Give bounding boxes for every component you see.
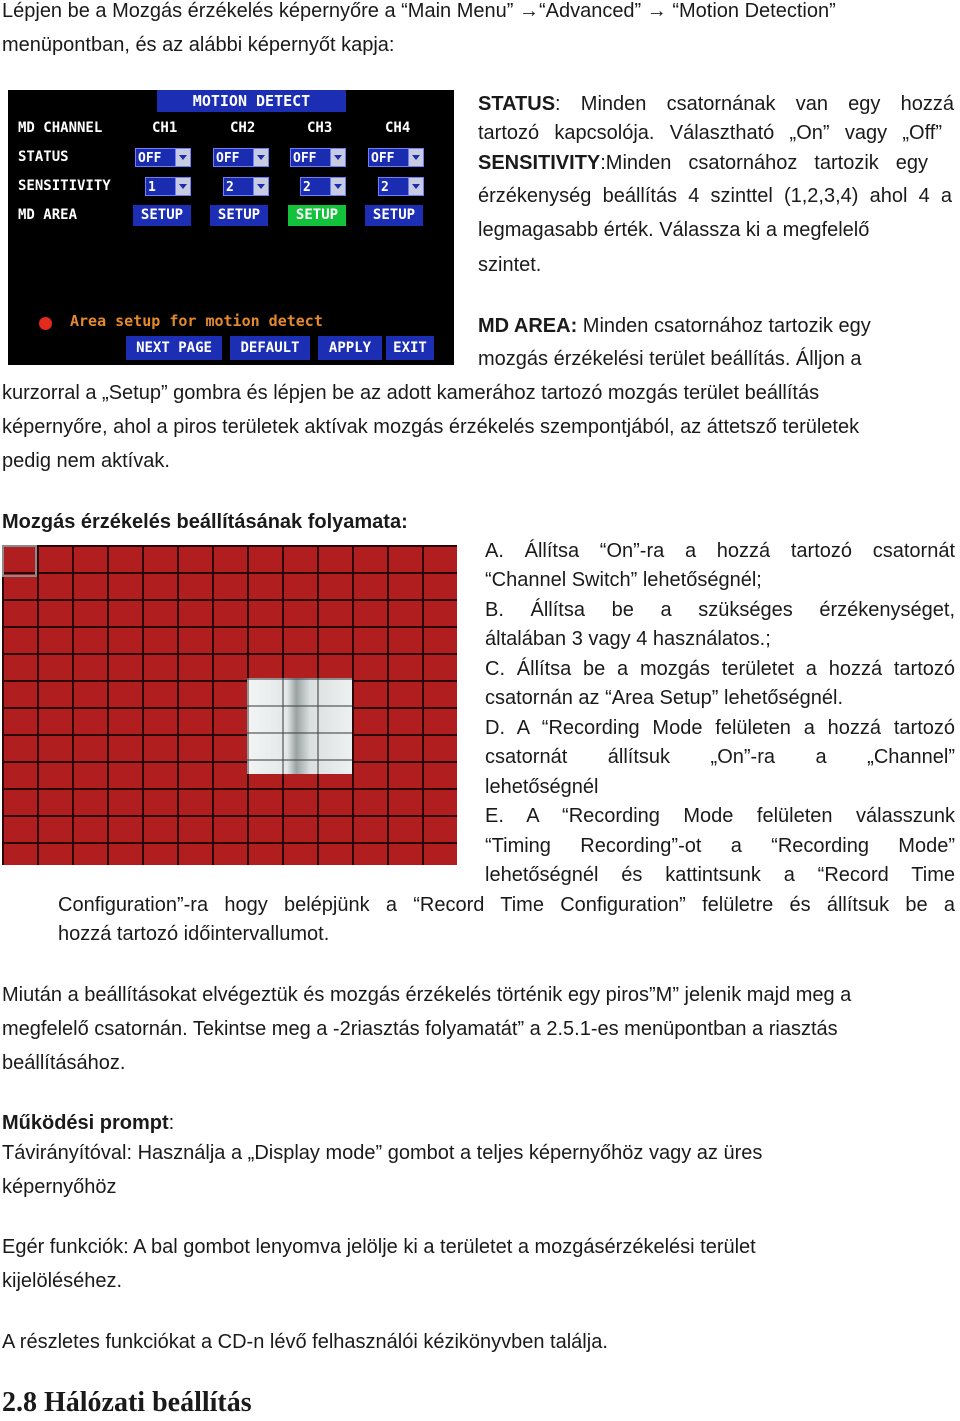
dropdown-arrow-icon xyxy=(175,149,190,166)
remote-line-1: Távirányítóval: Használja a „Display mode” gombot a teljes képernyőhöz vagy az üres xyxy=(2,1142,763,1164)
status-desc-line-1 xyxy=(478,89,954,119)
status-value: OFF xyxy=(293,151,317,166)
sensitivity-desc-line-3: legmagasabb érték. Válassza ki a megfelelő xyxy=(478,219,870,241)
status-select-ch1[interactable] xyxy=(135,148,191,167)
step-e-line-1: E. A “Recording Mode felületen válasszunk xyxy=(485,805,955,827)
exit-button[interactable]: EXIT xyxy=(386,336,434,360)
step-d-line-1: D. A “Recording Mode felületen a hozzá tartozó xyxy=(485,717,955,739)
step-a-line-1: A. Állítsa “On”-ra a hozzá tartozó csatornát xyxy=(485,540,955,562)
step-c-line-2: csatornán az “Area Setup” lehetőségnél. xyxy=(485,687,843,709)
md-area-desc-text: Minden csatornához tartozik egy xyxy=(577,315,871,337)
step-b-line-1: B. Állítsa be a szükséges érzékenységet, xyxy=(485,599,955,621)
step-e-line-2: “Timing Recording”-ot a “Recording Mode” xyxy=(485,835,955,857)
after-line-2: megfelelő csatornán. Tekintse meg a -2riasztás folyamatát” a 2.5.1-es menüpontban a riasztás xyxy=(2,1018,838,1040)
status-desc-text: : Minden csatornának van egy hozzá xyxy=(555,93,954,115)
setup-button-ch4[interactable]: SETUP xyxy=(365,205,423,226)
status-select-ch4[interactable] xyxy=(368,148,424,167)
prompt-colon: : xyxy=(168,1112,175,1134)
sensitivity-desc-line-1 xyxy=(478,148,928,178)
dropdown-arrow-icon xyxy=(175,178,190,195)
dropdown-arrow-icon xyxy=(408,149,423,166)
status-value: OFF xyxy=(216,151,240,166)
motion-area-grid-image xyxy=(2,545,457,865)
md-area-desc-line-1 xyxy=(478,311,871,341)
status-select-ch2[interactable] xyxy=(213,148,269,167)
step-d-line-2: csatornát állítsuk „On”-ra a „Channel” xyxy=(485,746,955,768)
dropdown-arrow-icon xyxy=(253,178,268,195)
area-setup-note: Area setup for motion detect xyxy=(70,312,323,330)
channel-header-ch2: CH2 xyxy=(230,120,256,136)
dropdown-arrow-icon xyxy=(330,149,345,166)
md-channel-label: MD CHANNEL xyxy=(18,120,103,136)
step-e-line-4: Configuration”-ra hogy belépjünk a “Record Time Configuration” felületre és állítsuk be a xyxy=(58,894,955,916)
motion-detect-screenshot xyxy=(8,90,454,365)
default-button[interactable]: DEFAULT xyxy=(230,336,310,360)
sensitivity-value: 2 xyxy=(381,180,389,195)
intro-line-2: menüpontban, és az alábbi képernyőt kapja: xyxy=(2,34,395,56)
inactive-area-window xyxy=(247,678,352,774)
step-d-line-3: lehetőségnél xyxy=(485,776,599,798)
step-a-line-2: “Channel Switch” lehetőségnél; xyxy=(485,569,762,591)
dropdown-arrow-icon xyxy=(408,178,423,195)
dropdown-arrow-icon xyxy=(330,178,345,195)
after-line-3: beállításához. xyxy=(2,1052,126,1074)
dropdown-arrow-icon xyxy=(253,149,268,166)
after-line-1: Miután a beállításokat elvégeztük és mozgás érzékelés történik egy piros”M” jelenik majd meg a xyxy=(2,984,852,1006)
sensitivity-label: SENSITIVITY xyxy=(18,178,111,194)
sensitivity-select-ch1[interactable] xyxy=(145,177,191,196)
status-value: OFF xyxy=(138,151,162,166)
md-area-desc-line-5: pedig nem aktívak. xyxy=(2,450,170,472)
md-area-desc-line-2: mozgás érzékelési terület beállítás. Álljon a xyxy=(478,348,862,370)
status-select-ch3[interactable] xyxy=(290,148,346,167)
md-area-desc-line-3: kurzorral a „Setup” gombra és lépjen be az adott kamerához tartozó mozgás terület beállítás xyxy=(2,382,820,404)
prompt-heading-line xyxy=(2,1108,174,1138)
sensitivity-value: 1 xyxy=(148,180,156,195)
sensitivity-desc-line-4: szintet. xyxy=(478,254,542,276)
channel-header-ch4: CH4 xyxy=(385,120,411,136)
sensitivity-select-ch3[interactable] xyxy=(300,177,346,196)
status-desc-line-2: tartozó kapcsolója. Választható „On” vagy „Off” xyxy=(478,122,942,144)
sensitivity-select-ch4[interactable] xyxy=(378,177,424,196)
sensitivity-desc-line-2: érzékenység beállítás 4 szinttel (1,2,3,4) ahol 4 a xyxy=(478,185,952,207)
md-area-desc-line-4: képernyőre, ahol a piros területek aktívak mozgás érzékelés szempontjából, az áttetsző területek xyxy=(2,416,860,438)
section-title: 2.8 Hálózati beállítás xyxy=(2,1387,252,1418)
grid-cursor-cell xyxy=(2,545,37,577)
sensitivity-term: SENSITIVITY xyxy=(478,152,601,174)
status-term: STATUS xyxy=(478,93,556,115)
setup-button-ch2[interactable]: SETUP xyxy=(210,205,268,226)
motion-detect-title: MOTION DETECT xyxy=(157,90,346,112)
sensitivity-value: 2 xyxy=(303,180,311,195)
remote-line-2: képernyőhöz xyxy=(2,1176,117,1198)
setup-button-ch3[interactable]: SETUP xyxy=(288,205,346,226)
channel-header-ch3: CH3 xyxy=(307,120,333,136)
process-heading: Mozgás érzékelés beállításának folyamata: xyxy=(2,511,408,533)
sensitivity-desc-text: :Minden csatornához tartozik egy xyxy=(600,152,928,174)
intro-line-1: Lépjen be a Mozgás érzékelés képernyőre a “Main Menu” →“Advanced” → “Motion Detection” xyxy=(2,0,836,22)
apply-button[interactable]: APPLY xyxy=(318,336,382,360)
setup-button-ch1[interactable]: SETUP xyxy=(133,205,191,226)
step-b-line-2: általában 3 vagy 4 használatos.; xyxy=(485,628,771,650)
mouse-line-1: Egér funkciók: A bal gombot lenyomva jelölje ki a területet a mozgásérzékelési terület xyxy=(2,1236,756,1258)
step-c-line-1: C. Állítsa be a mozgás területet a hozzá tartozó xyxy=(485,658,955,680)
status-label: STATUS xyxy=(18,149,69,165)
cd-note: A részletes funkciókat a CD-n lévő felhasználói kézikönyvben találja. xyxy=(2,1331,608,1353)
mouse-line-2: kijelöléséhez. xyxy=(2,1270,123,1292)
md-area-term: MD AREA: xyxy=(478,315,578,337)
sensitivity-select-ch2[interactable] xyxy=(223,177,269,196)
step-e-line-3: lehetőségnél és kattintsunk a “Record Time xyxy=(485,864,955,886)
red-dot-icon xyxy=(39,317,52,330)
channel-header-ch1: CH1 xyxy=(152,120,178,136)
prompt-heading: Működési prompt xyxy=(2,1112,169,1134)
sensitivity-value: 2 xyxy=(226,180,234,195)
status-value: OFF xyxy=(371,151,395,166)
step-e-line-5: hozzá tartozó időintervallumot. xyxy=(58,923,330,945)
md-area-label: MD AREA xyxy=(18,207,78,223)
next-page-button[interactable]: NEXT PAGE xyxy=(126,336,222,360)
